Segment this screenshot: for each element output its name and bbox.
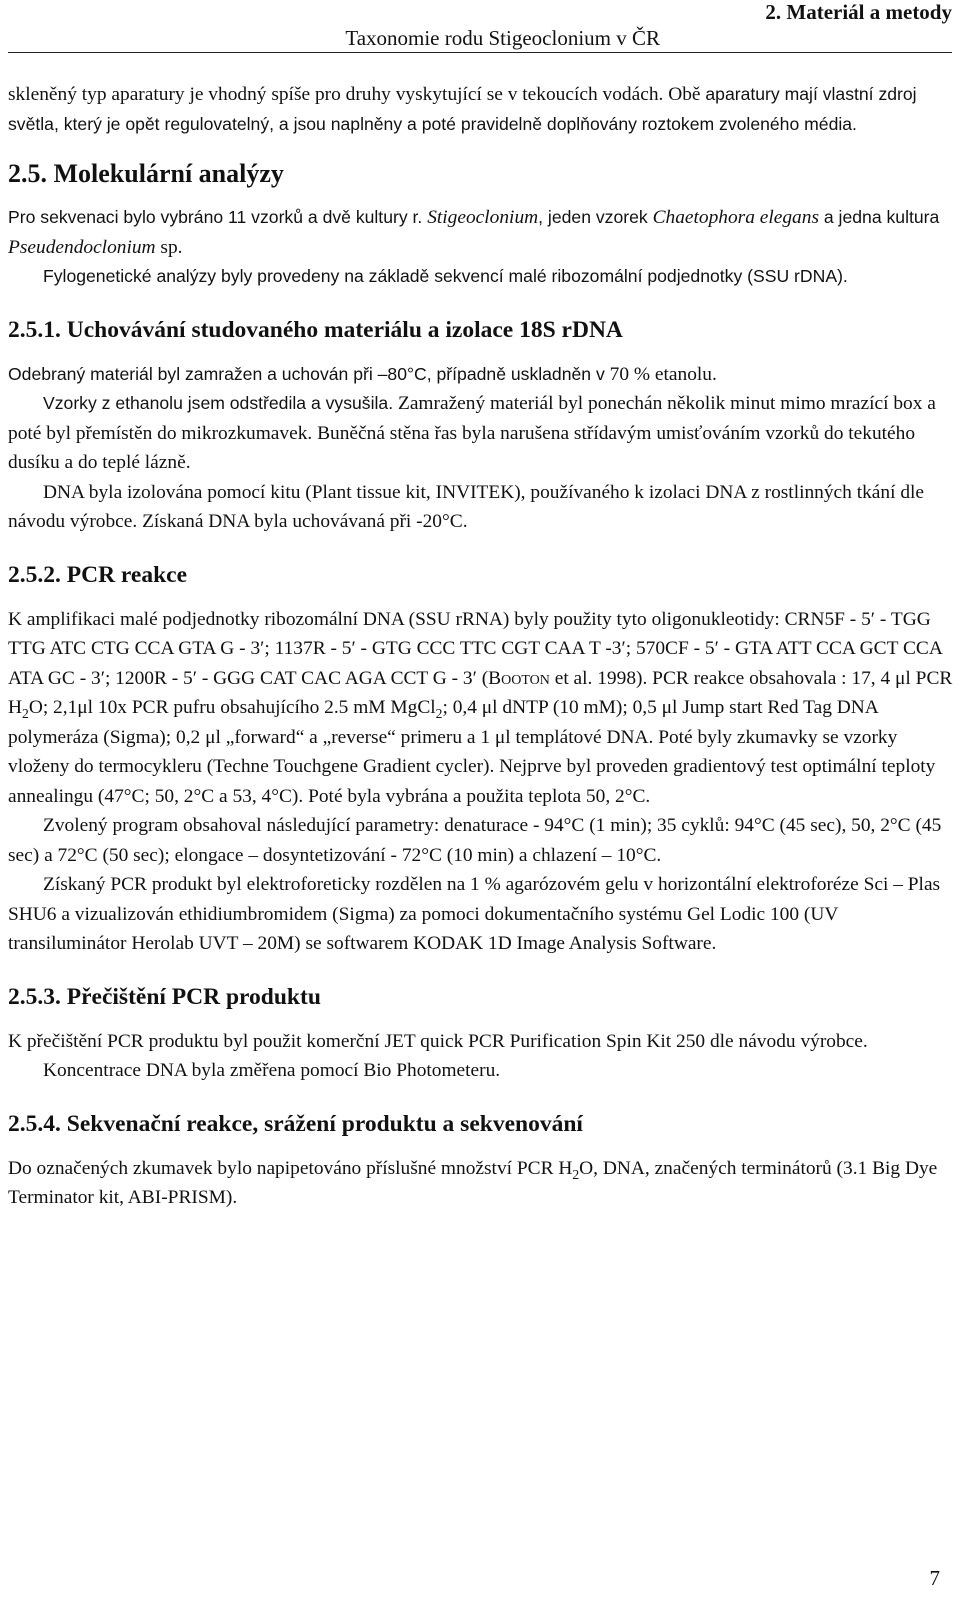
section-heading-2-5-4: 2.5.4. Sekvenační reakce, srážení produktu a sekvenování (8, 1110, 583, 1137)
section-heading-2-5-2: 2.5.2. PCR reakce (8, 561, 188, 588)
s251-paragraph-1: Odebraný materiál byl zamražen a uchován při –80°C, případně uskladněn v 70 % etanolu. (8, 363, 717, 385)
species-name-1: Chaetophora elegans (652, 207, 819, 228)
document-body (8, 80, 953, 1213)
s252-paragraph-1: K amplifikaci malé podjednotky ribozomální DNA (SSU rRNA) byly použity tyto oligonukleotidy: CRN5F - 5′ - TGG TTG ATC CTG CCA GTA G - 3′; 1137R - 5′ - GTG CCC TTC CGT CAA T -3′; 570CF - 5′ - GTA ATT CCA GCT CCA ATA GC - 3′; 1200R - 5′ - GGG CAT CAC AGA CCT G - 3′ (Booton et al. 1998). PCR reakce obsahovala : 17, 4 μl PCR $H_2O$; 2,1μl 10x PCR pufru obsahujícího 2.5 mM MgCl$_2$; 0,4 μl dNTP (10 mM); 0,5 μl Jump start Red Tag DNA polymeráza (Sigma); 0,2 μl „forward“ a „reverse“ primeru a 1 μl templátové DNA. Poté byly zkumavky se vzorky vloženy do termocykleru (Techne Touchgene Gradient cycler). Nejprve byl proveden gradientový test optimální teploty annealingu (47°C; 50, 2°C a 53, 4°C). Poté byla vybrána a použita teplota 50, 2°C. (8, 608, 953, 807)
intro-line: skleněný typ aparatury je vhodný spíše pro druhy vyskytující se v tekoucích vodách. Obě (8, 84, 701, 105)
intro-continuation: aparatury mají vlastní zdroj světla, který je opět regulovatelný, a jsou naplněny a poté pravidelně doplňovány roztokem zvoleného média. (8, 84, 917, 134)
genus-name: Stigeoclonium (427, 207, 539, 228)
section-heading-2-5-1: 2.5.1. Uchovávání studovaného materiálu a izolace 18S rDNA (8, 316, 623, 343)
intro-paragraph (8, 80, 953, 139)
s253-paragraph-2: Koncentrace DNA byla změřena pomocí Bio Photometeru. (43, 1060, 501, 1081)
s253-paragraph-1: K přečištění PCR produktu byl použit komerční JET quick PCR Purification Spin Kit 250 dle návodu výrobce. (8, 1030, 868, 1052)
species-name-2: Pseudendoclonium (8, 236, 156, 258)
section-heading-2-5: 2.5. Molekulární analýzy (8, 159, 284, 188)
s252-paragraph-2: Zvolený program obsahoval následující parametry: denaturace - 94°C (1 min); 35 cyklů: 94°C (45 sec), 50, 2°C (45 sec) a 72°C (50 sec); elongace – dosyntetizování - 72°C (10 min) a chlazení – 10°C. (8, 815, 942, 866)
s254-paragraph-1: Do označených zkumavek bylo napipetováno příslušné množství PCR $H_2O$, DNA, značených terminátorů (3.1 Big Dye Terminator kit, ABI-PRISM). (8, 1157, 938, 1208)
citation-author: Booton (488, 667, 550, 689)
page-header (8, 0, 952, 53)
s25-paragraph-1: Pro sekvenaci bylo vybráno 11 vzorků a dvě kultury r. Stigeoclonium, jeden vzorek Chaetophora elegans a jedna kultura Pseudendoclonium sp. (8, 207, 940, 258)
s25-paragraph-2: Fylogenetické analýzy byly provedeny na základě sekvencí malé ribozomální podjednotky (SSU rDNA). (43, 266, 848, 286)
header-title: Taxonomie rodu Stigeoclonium v ČR (345, 26, 660, 50)
page-number: 7 (929, 1566, 940, 1590)
section-heading-2-5-3: 2.5.3. Přečištění PCR produktu (8, 983, 321, 1010)
header-section: 2. Materiál a metody (765, 0, 952, 24)
s251-paragraph-2: Vzorky z ethanolu jsem odstředila a vysušila. Zamražený materiál byl ponechán několik minut mimo mrazící box a poté byl přemístěn do mikrozkumavek. Buněčná stěna řas byla narušena střídavým umisťováním vzorků do tekutého dusíku a do teplé lázně. (8, 393, 936, 473)
s252-paragraph-3: Získaný PCR produkt byl elektroforeticky rozdělen na 1 % agarózovém gelu v horizontální elektroforéze Sci – Plas SHU6 a vizualizován ethidiumbromidem (Sigma) za pomoci dokumentačního systému Gel Lodic 100 (UV transiluminátor Herolab UVT – 20M) se softwarem KODAK 1D Image Analysis Software. (8, 874, 941, 954)
s251-paragraph-3: DNA byla izolována pomocí kitu (Plant tissue kit, INVITEK), používaného k izolaci DNA z rostlinných tkání dle návodu výrobce. Získaná DNA byla uchovávaná při -20°C. (8, 481, 925, 532)
